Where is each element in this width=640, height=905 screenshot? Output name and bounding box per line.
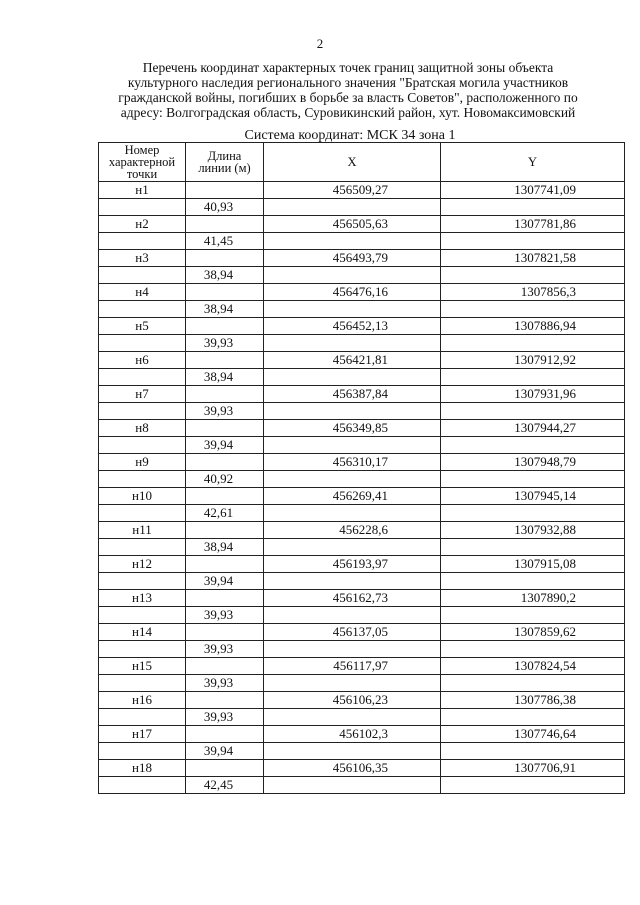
empty-cell: [441, 709, 625, 726]
empty-cell: [186, 726, 264, 743]
point-row: [99, 386, 625, 403]
point-id: н1: [99, 182, 186, 199]
point-row: [99, 284, 625, 301]
empty-cell: [441, 233, 625, 250]
point-id: н3: [99, 250, 186, 267]
empty-cell: [186, 420, 264, 437]
y-coordinate: 1307912,92: [441, 352, 625, 369]
segment-row: [99, 335, 625, 352]
empty-cell: [186, 692, 264, 709]
segment-row: [99, 233, 625, 250]
line-length: 40,92: [186, 471, 264, 488]
header-line: Номер: [124, 143, 160, 157]
point-row: [99, 692, 625, 709]
line-length: 38,94: [186, 369, 264, 386]
empty-cell: [264, 471, 441, 488]
point-id: н14: [99, 624, 186, 641]
empty-cell: [441, 675, 625, 692]
line-length: 39,94: [186, 573, 264, 590]
segment-row: [99, 641, 625, 658]
y-coordinate: 1307890,2: [441, 590, 625, 607]
empty-cell: [99, 369, 186, 386]
table-header-row: [99, 143, 625, 182]
segment-row: [99, 199, 625, 216]
y-coordinate: 1307741,09: [441, 182, 625, 199]
point-row: [99, 420, 625, 437]
point-id: н17: [99, 726, 186, 743]
document-title: [88, 60, 608, 120]
point-id: н13: [99, 590, 186, 607]
empty-cell: [441, 199, 625, 216]
empty-cell: [264, 403, 441, 420]
x-coordinate: 456387,84: [264, 386, 441, 403]
x-coordinate: 456106,35: [264, 760, 441, 777]
line-length: 38,94: [186, 539, 264, 556]
empty-cell: [186, 216, 264, 233]
point-row: [99, 556, 625, 573]
empty-cell: [99, 505, 186, 522]
empty-cell: [99, 743, 186, 760]
empty-cell: [186, 488, 264, 505]
point-id: н16: [99, 692, 186, 709]
empty-cell: [99, 437, 186, 454]
line-length: 39,93: [186, 641, 264, 658]
empty-cell: [264, 777, 441, 794]
empty-cell: [99, 573, 186, 590]
empty-cell: [186, 318, 264, 335]
point-row: [99, 658, 625, 675]
line-length: 38,94: [186, 267, 264, 284]
empty-cell: [186, 386, 264, 403]
title-line: адресу: Волгоградская область, Суровикинский район, хут. Новомаксимовский: [120, 105, 576, 120]
segment-row: [99, 573, 625, 590]
x-coordinate: 456162,73: [264, 590, 441, 607]
segment-row: [99, 505, 625, 522]
empty-cell: [186, 522, 264, 539]
empty-cell: [99, 777, 186, 794]
empty-cell: [264, 199, 441, 216]
segment-row: [99, 267, 625, 284]
y-coordinate: 1307859,62: [441, 624, 625, 641]
x-coordinate: 456349,85: [264, 420, 441, 437]
empty-cell: [264, 607, 441, 624]
point-row: [99, 488, 625, 505]
y-coordinate: 1307824,54: [441, 658, 625, 675]
empty-cell: [441, 607, 625, 624]
y-coordinate: 1307932,88: [441, 522, 625, 539]
x-coordinate: 456310,17: [264, 454, 441, 471]
point-id: н15: [99, 658, 186, 675]
y-coordinate: 1307781,86: [441, 216, 625, 233]
point-row: [99, 216, 625, 233]
empty-cell: [99, 641, 186, 658]
point-id: н2: [99, 216, 186, 233]
empty-cell: [186, 182, 264, 199]
header-line-length: [186, 143, 264, 182]
empty-cell: [441, 505, 625, 522]
y-coordinate: 1307786,38: [441, 692, 625, 709]
line-length: 38,94: [186, 301, 264, 318]
empty-cell: [186, 658, 264, 675]
empty-cell: [441, 335, 625, 352]
empty-cell: [186, 250, 264, 267]
empty-cell: [441, 301, 625, 318]
point-id: н8: [99, 420, 186, 437]
empty-cell: [264, 301, 441, 318]
line-length: 39,93: [186, 675, 264, 692]
empty-cell: [441, 403, 625, 420]
segment-row: [99, 437, 625, 454]
empty-cell: [441, 471, 625, 488]
empty-cell: [264, 573, 441, 590]
coordinate-system-label: Система координат: МСК 34 зона 1: [244, 128, 456, 143]
line-length: 39,93: [186, 335, 264, 352]
empty-cell: [441, 573, 625, 590]
empty-cell: [186, 556, 264, 573]
header-line: характерной: [108, 155, 176, 169]
point-row: [99, 352, 625, 369]
empty-cell: [441, 641, 625, 658]
segment-row: [99, 471, 625, 488]
empty-cell: [264, 709, 441, 726]
title-line: гражданской войны, погибших в борьбе за власть Советов", расположенного по: [118, 90, 578, 105]
empty-cell: [186, 590, 264, 607]
point-id: н7: [99, 386, 186, 403]
empty-cell: [264, 539, 441, 556]
segment-row: [99, 539, 625, 556]
point-row: [99, 760, 625, 777]
title-line: Перечень координат характерных точек границ защитной зоны объекта: [142, 60, 554, 75]
point-id: н4: [99, 284, 186, 301]
y-coordinate: 1307706,91: [441, 760, 625, 777]
y-coordinate: 1307886,94: [441, 318, 625, 335]
empty-cell: [99, 199, 186, 216]
line-length: 42,61: [186, 505, 264, 522]
empty-cell: [99, 675, 186, 692]
empty-cell: [264, 675, 441, 692]
empty-cell: [99, 709, 186, 726]
empty-cell: [99, 539, 186, 556]
coordinates-table: [98, 142, 625, 794]
empty-cell: [441, 369, 625, 386]
empty-cell: [441, 777, 625, 794]
point-id: н10: [99, 488, 186, 505]
segment-row: [99, 301, 625, 318]
empty-cell: [186, 352, 264, 369]
y-coordinate: 1307746,64: [441, 726, 625, 743]
empty-cell: [99, 301, 186, 318]
line-length: 39,93: [186, 403, 264, 420]
empty-cell: [264, 233, 441, 250]
line-length: 39,93: [186, 607, 264, 624]
x-coordinate: 456505,63: [264, 216, 441, 233]
y-coordinate: 1307945,14: [441, 488, 625, 505]
header-y: Y: [441, 143, 625, 182]
point-row: [99, 250, 625, 267]
y-coordinate: 1307944,27: [441, 420, 625, 437]
x-coordinate: 456452,13: [264, 318, 441, 335]
segment-row: [99, 743, 625, 760]
empty-cell: [441, 267, 625, 284]
point-row: [99, 454, 625, 471]
x-coordinate: 456117,97: [264, 658, 441, 675]
empty-cell: [99, 471, 186, 488]
point-id: н5: [99, 318, 186, 335]
empty-cell: [264, 335, 441, 352]
x-coordinate: 456269,41: [264, 488, 441, 505]
empty-cell: [441, 539, 625, 556]
empty-cell: [186, 624, 264, 641]
segment-row: [99, 607, 625, 624]
x-coordinate: 456137,05: [264, 624, 441, 641]
point-row: [99, 182, 625, 199]
header-line: линии (м): [198, 161, 251, 175]
point-row: [99, 318, 625, 335]
point-row: [99, 522, 625, 539]
point-id: н18: [99, 760, 186, 777]
segment-row: [99, 369, 625, 386]
empty-cell: [264, 267, 441, 284]
empty-cell: [99, 607, 186, 624]
x-coordinate: 456476,16: [264, 284, 441, 301]
point-id: н11: [99, 522, 186, 539]
empty-cell: [186, 284, 264, 301]
empty-cell: [441, 743, 625, 760]
empty-cell: [264, 505, 441, 522]
line-length: 42,45: [186, 777, 264, 794]
empty-cell: [441, 437, 625, 454]
line-length: 41,45: [186, 233, 264, 250]
x-coordinate: 456509,27: [264, 182, 441, 199]
empty-cell: [264, 641, 441, 658]
header-x: X: [264, 143, 441, 182]
line-length: 39,94: [186, 437, 264, 454]
empty-cell: [99, 335, 186, 352]
segment-row: [99, 675, 625, 692]
x-coordinate: 456421,81: [264, 352, 441, 369]
point-row: [99, 590, 625, 607]
y-coordinate: 1307821,58: [441, 250, 625, 267]
y-coordinate: 1307856,3: [441, 284, 625, 301]
point-row: [99, 624, 625, 641]
point-row: [99, 726, 625, 743]
empty-cell: [264, 743, 441, 760]
page-number: 2: [316, 36, 324, 51]
line-length: 39,93: [186, 709, 264, 726]
x-coordinate: 456193,97: [264, 556, 441, 573]
y-coordinate: 1307931,96: [441, 386, 625, 403]
x-coordinate: 456228,6: [264, 522, 441, 539]
empty-cell: [99, 267, 186, 284]
line-length: 39,94: [186, 743, 264, 760]
y-coordinate: 1307948,79: [441, 454, 625, 471]
empty-cell: [264, 369, 441, 386]
segment-row: [99, 709, 625, 726]
empty-cell: [186, 454, 264, 471]
x-coordinate: 456106,23: [264, 692, 441, 709]
empty-cell: [99, 233, 186, 250]
empty-cell: [264, 437, 441, 454]
title-line: культурного наследия регионального значения "Братская могила участников: [127, 75, 569, 90]
x-coordinate: 456493,79: [264, 250, 441, 267]
header-line: точки: [126, 167, 158, 181]
point-id: н9: [99, 454, 186, 471]
y-coordinate: 1307915,08: [441, 556, 625, 573]
x-coordinate: 456102,3: [264, 726, 441, 743]
header-point-number: [99, 143, 186, 182]
empty-cell: [99, 403, 186, 420]
line-length: 40,93: [186, 199, 264, 216]
segment-row: [99, 777, 625, 794]
segment-row: [99, 403, 625, 420]
point-id: н12: [99, 556, 186, 573]
point-id: н6: [99, 352, 186, 369]
empty-cell: [186, 760, 264, 777]
header-line: Длина: [207, 149, 242, 163]
